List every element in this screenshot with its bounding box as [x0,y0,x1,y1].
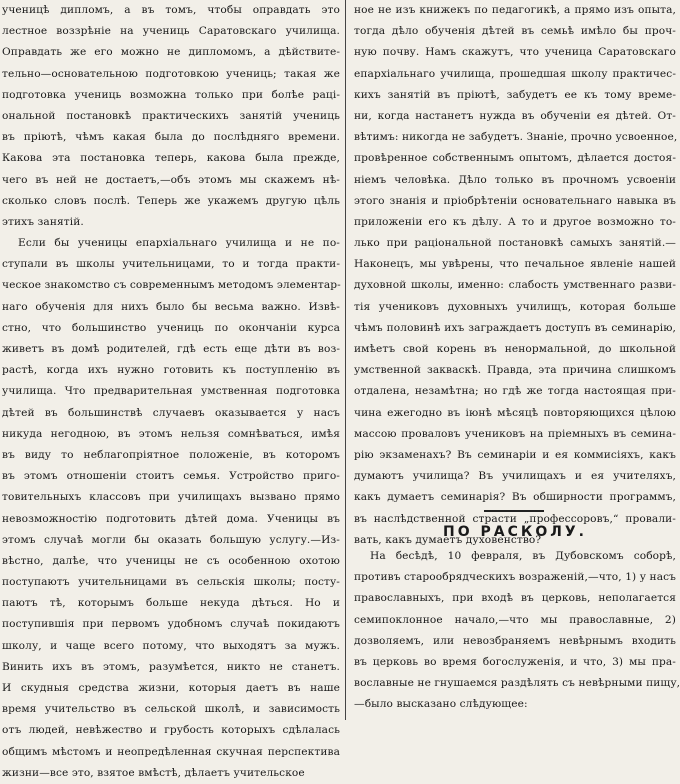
text-line: ученицѣ дипломъ, а въ томъ, чтобы оправдать это [2,4,340,16]
text-line: вѣтимъ: никогда не забудетъ. Знаніе, прочно усвоенное, [354,131,678,144]
text-line: ную почву. Намъ скажутъ, что ученица Саратовскаго [354,46,676,59]
text-line: поступившія при первомъ удобномъ случаѣ покидаютъ [2,618,340,631]
text-line: наго обученія для нихъ было бы весьма важно. Извѣ- [2,300,340,313]
text-line: дѣтей въ большинствѣ случаевъ оказывается у насъ [2,406,340,419]
text-line: На бесѣдѣ, 10 февраля, въ Дубовскомъ соборѣ, [370,550,676,562]
left-column [2,0,341,779]
text-line: противъ старообрядческихъ возраженій,—что, 1) у насъ [354,571,676,584]
section-body [354,546,680,716]
text-line: вать, какъ думаетъ духовенство? [354,533,542,546]
text-line: товительныхъ классовъ при училищахъ вызвано прямо [2,491,340,504]
text-line: этихъ занятій. [2,215,84,228]
text-line: училища. Что предварительная умственная подготовка [2,385,340,398]
text-line: сколько словъ послѣ. Теперь же укажемъ другую цѣль [2,194,340,207]
text-line: духовной школы, именно: слабость умственнаго разви- [354,279,676,292]
right-column [354,0,676,551]
text-line: школу, и чаще всего потому, что выходятъ за мужъ. [2,639,340,652]
text-line: этомъ случаѣ могли бы оказать большую услугу.—Из- [2,533,340,546]
text-line: тогда дѣло обученія дѣтей въ семьѣ имѣло бы проч- [354,25,676,38]
section-heading: ПО РАСКОЛУ. [443,524,587,540]
text-line: тельно—основательною подготовкою учениць; такая же [2,67,340,80]
text-line: вѣстно, далѣе, что ученицы не съ особенною охотою [2,554,340,567]
text-line: ональной постановкѣ практическихъ занятій учениць [2,109,340,122]
text-line: лестное воззрѣніе на учениць Саратовскаго училища. [2,25,340,38]
text-line: ступали въ школы учительницами, то и тогда практи- [2,258,340,271]
text-line: ни, когда настанетъ нужда въ обученіи ея дѣтей. От- [354,109,676,122]
text-line: Если бы ученицы епархіальнаго училища и не по- [18,237,340,250]
text-line: думаютъ училища? Въ училищахъ и ея учителяхъ, [354,470,676,483]
text-line: отъ людей, невѣжество и грубость которыхъ сдѣлалась [2,724,340,737]
text-line: въ виду то неблагопріятное положеніе, въ которомъ [2,448,340,461]
text-line: этого знанія и пріобрѣтеніи основательнаго навыка въ [354,194,676,207]
text-line: отдалена, незамѣтна; но гдѣ же тогда настоящая при- [354,385,676,398]
text-line: время учительство въ сельской школѣ, и зависимость [2,703,340,716]
text-line: стно, что большинство учениць по окончаніи курса [2,321,340,334]
text-line: И скудныя средства жизни, которыя даетъ въ наше [2,682,340,694]
column-divider [345,0,346,720]
text-line: какъ думаетъ семинарія? Въ обширности программъ, [354,491,676,504]
text-line: лько при раціональной постановкѣ самыхъ занятій.— [354,237,676,250]
text-line: дозволяемъ, или невозбраняемъ невѣрнымъ входить [354,634,676,647]
text-line: поступаютъ учительницами въ сельскія школы; посту- [2,576,340,589]
text-line: приложеніи его къ дѣлу. А то и другое возможно то- [354,215,676,228]
text-line: Оправдать же его можно не дипломомъ, а дѣйствите- [2,46,340,59]
text-line: Наконецъ, мы увѣрены, что печальное явленіе нашей [354,258,676,271]
text-line: умственной закваскѣ. Правда, эта причина слишкомъ [354,364,676,377]
text-line: ческое знакомство съ современнымъ методомъ элементар- [2,279,341,292]
text-line: православныхъ, при входѣ въ церковь, неполагается [354,592,676,605]
text-line: рію экзаменахъ? Въ семинаріи и ея коммисіяхъ, какъ [354,448,676,461]
text-line: растѣ, когда ихъ нужно готовить къ поступленію въ [2,364,340,377]
text-line: Винить ихъ въ этомъ, разумѣется, никто не станетъ. [2,660,340,673]
text-line: чина ежегодно въ іюнѣ мѣсяцѣ повторяющихся цѣлою [354,406,676,419]
section-rule [484,510,544,512]
text-line: паютъ тѣ, которымъ больше некуда дѣться. Но и [2,597,340,610]
text-line: живетъ въ домѣ родителей, гдѣ есть еще дѣти въ воз- [2,343,340,355]
text-line: тія учениковъ духовныхъ училищъ, которая больше [354,300,676,313]
text-line: общимъ мѣстомъ и неопредѣленная скучная перспектива [2,745,340,758]
text-line: Какова эта постановка теперь, какова была прежде, [2,152,340,165]
text-line: провѣренное собственнымъ опытомъ, дѣлается достоя- [354,152,676,165]
text-line: ное не изъ книжекъ по педагогикѣ, а прямо изъ опыта, [354,4,676,16]
text-line: —было высказано слѣдующее: [354,698,528,711]
text-line: никуда негодною, въ этомъ нельзя сомнѣваться, имѣя [2,427,340,440]
text-line: семипоклонное начало,—что мы православные, 2) [354,613,676,626]
text-line: кихъ занятій въ пріютѣ, забудетъ ее къ тому време- [354,88,676,101]
text-line: въ наслѣдственной страсти „профессоровъ,“ провали- [354,512,676,525]
text-line: епархіальнаго училища, прошедшая школу практичес- [354,67,676,80]
text-line: невозможностію подготовить дѣтей дома. Ученицы въ [2,512,340,525]
text-line: въ церковь во время богослуженія, и что, 3) мы пра- [354,655,676,668]
text-line: имѣетъ свой корень въ ненормальной, до школьной [354,343,676,355]
text-line: подготовка учениць возможна только при болѣе раці- [2,88,340,101]
text-line: ніемъ человѣка. Дѣло только въ прочномъ усвоеніи [354,173,676,186]
text-line: въ пріютѣ, чѣмъ какая была до послѣдняго времени. [2,131,340,144]
text-line: чего въ ней не достаетъ,—объ этомъ мы скажемъ нѣ- [2,173,340,186]
text-line: жизни—все это, взятое вмѣстѣ, дѣлаетъ учительское [2,766,305,779]
text-line: вославные не гнушаемся раздѣлять съ невѣрными пищу, [354,677,680,690]
text-line: чѣмъ половинѣ ихъ заграждаетъ доступъ въ семинарію, [354,321,676,334]
text-line: въ этомъ отношеніи стоитъ семья. Устройство приго- [2,470,340,483]
text-line: массою проваловъ учениковъ на пріемныхъ въ семина- [354,427,676,440]
